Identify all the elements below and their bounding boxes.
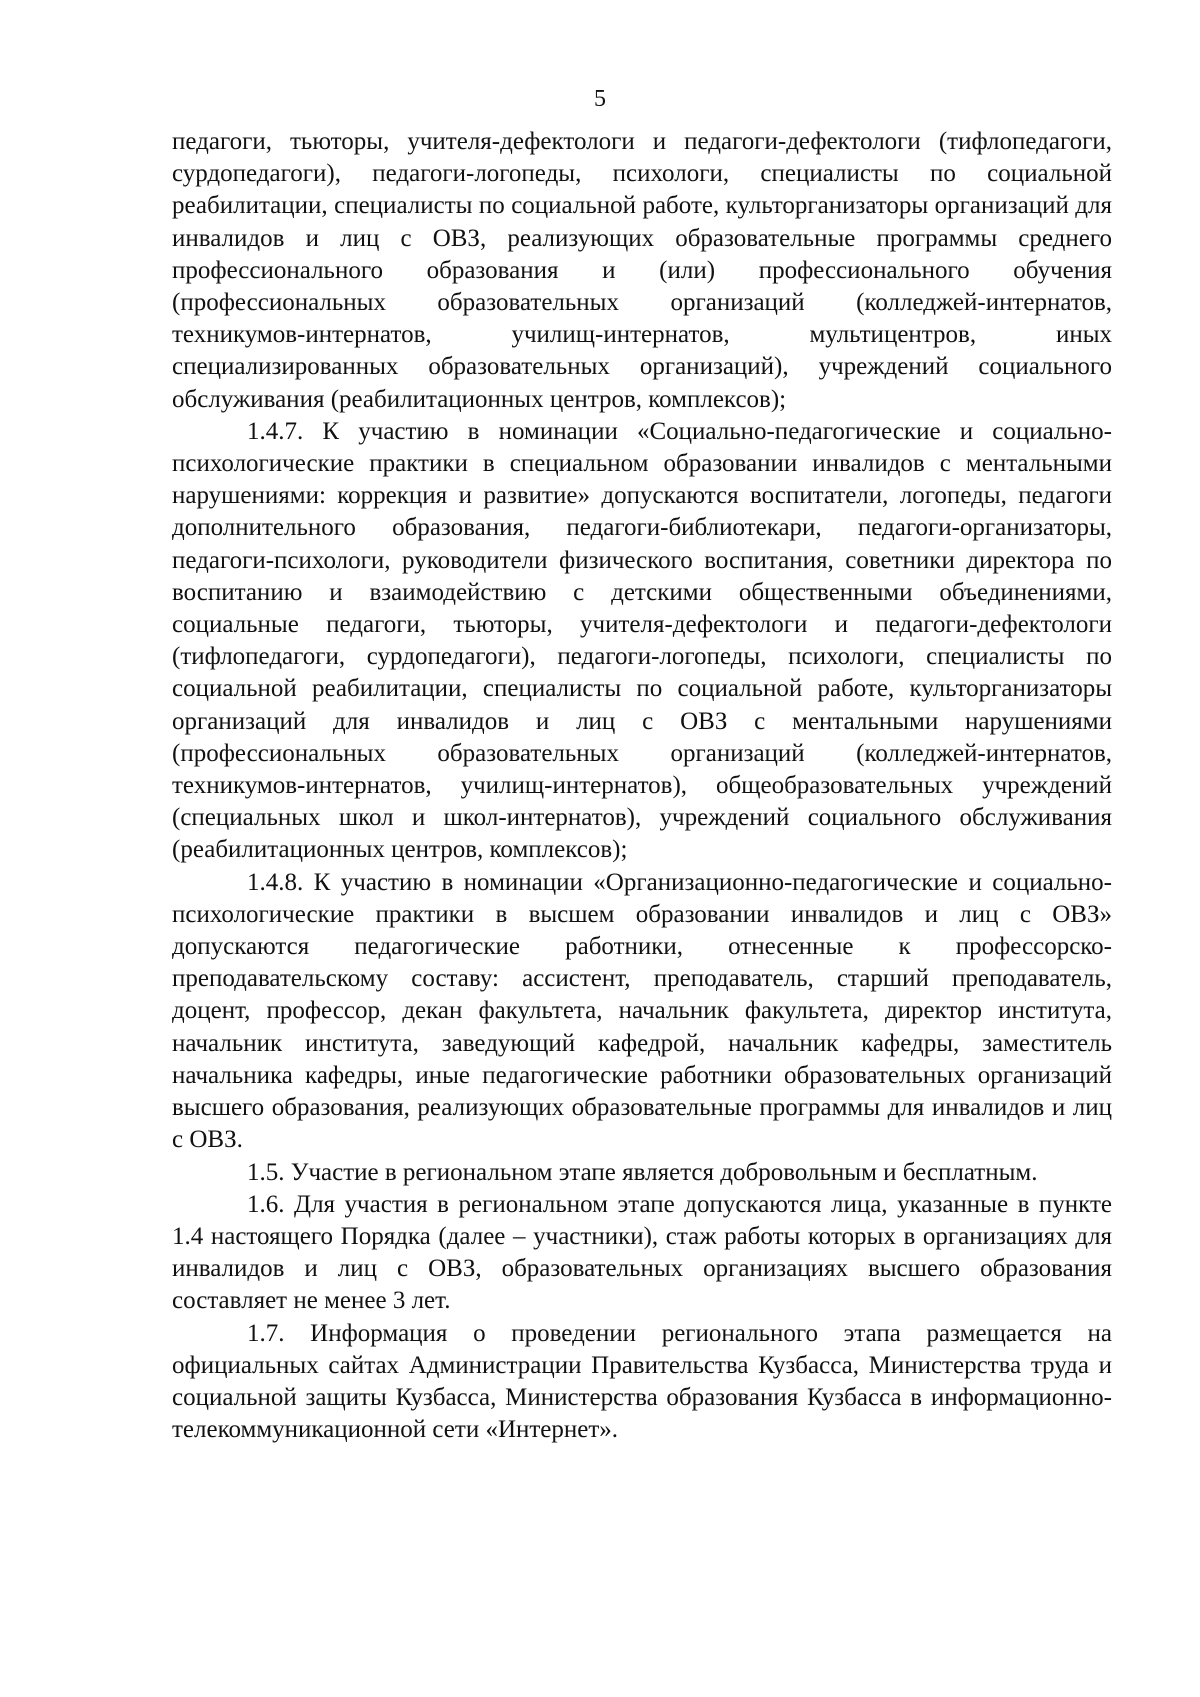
paragraph-1-6: 1.6. Для участия в региональном этапе допускаются лица, указанные в пункте 1.4 настоящего Порядка (далее – участники), стаж работы которых в организациях для инвалидов и лиц с ОВЗ, образовательных организациях высшего образования составляет не менее 3 лет. bbox=[172, 1190, 1112, 1315]
paragraph-1-4-7: 1.4.7. К участию в номинации «Социально-педагогические и социально-психологические практики в специальном образовании инвалидов с ментальными нарушениями: коррекция и развитие» допускаются воспитатели, логопеды, педагоги дополнительного образования, педагоги-библиотекари, педагоги-организаторы, педагоги-психологи, руководители физического воспитания, советники директора по воспитанию и взаимодействию с детскими общественными объединениями, социальные педагоги, тьюторы, учителя-дефектологи и педагоги-дефектологи (тифлопедагоги, сурдопедагоги), педагоги-логопеды, психологи, специалисты по социальной реабилитации, специалисты по социальной работе, культорганизаторы организаций для инвалидов и лиц с ОВЗ с ментальными нарушениями (профессиональных образовательных организаций (колледжей-интернатов, техникумов-интернатов, училищ-интернатов), общеобразовательных учреждений (специальных школ и школ-интернатов), учреждений социального обслуживания (реабилитационных центров, комплексов); bbox=[172, 417, 1112, 864]
paragraph-1-7: 1.7. Информация о проведении регионального этапа размещается на официальных сайтах Администрации Правительства Кузбасса, Министерства труда и социальной защиты Кузбасса, Министерства образования Кузбасса в информационно-телекоммуникационной сети «Интернет». bbox=[172, 1319, 1112, 1444]
paragraph-continuation: педагоги, тьюторы, учителя-дефектологи и педагоги-дефектологи (тифлопедагоги, сурдопедагоги), педагоги-логопеды, психологи, специалисты по социальной реабилитации, специалисты по социальной работе, культорганизаторы организаций для инвалидов и лиц с ОВЗ, реализующих образовательные программы среднего профессионального образования и (или) профессионального обучения (профессиональных образовательных организаций (колледжей-интернатов, техникумов-интернатов, училищ-интернатов, мультицентров, иных специализированных образовательных организаций), учреждений социального обслуживания (реабилитационных центров, комплексов); bbox=[172, 128, 1112, 413]
paragraph-1-4-8: 1.4.8. К участию в номинации «Организационно-педагогические и социально-психологические практики в высшем образовании инвалидов и лиц с ОВЗ» допускаются педагогические работники, отнесенные к профессорско-преподавательскому составу: ассистент, преподаватель, старший преподаватель, доцент, профессор, декан факультета, начальник факультета, директор института, начальник института, заведующий кафедрой, начальник кафедры, заместитель начальника кафедры, иные педагогические работники образовательных организаций высшего образования, реализующих образовательные программы для инвалидов и лиц с ОВЗ. bbox=[172, 868, 1112, 1154]
page-number: 5 bbox=[594, 86, 606, 112]
paragraph-1-5: 1.5. Участие в региональном этапе является добровольным и бесплатным. bbox=[247, 1158, 1038, 1186]
document-body bbox=[172, 126, 1112, 1446]
